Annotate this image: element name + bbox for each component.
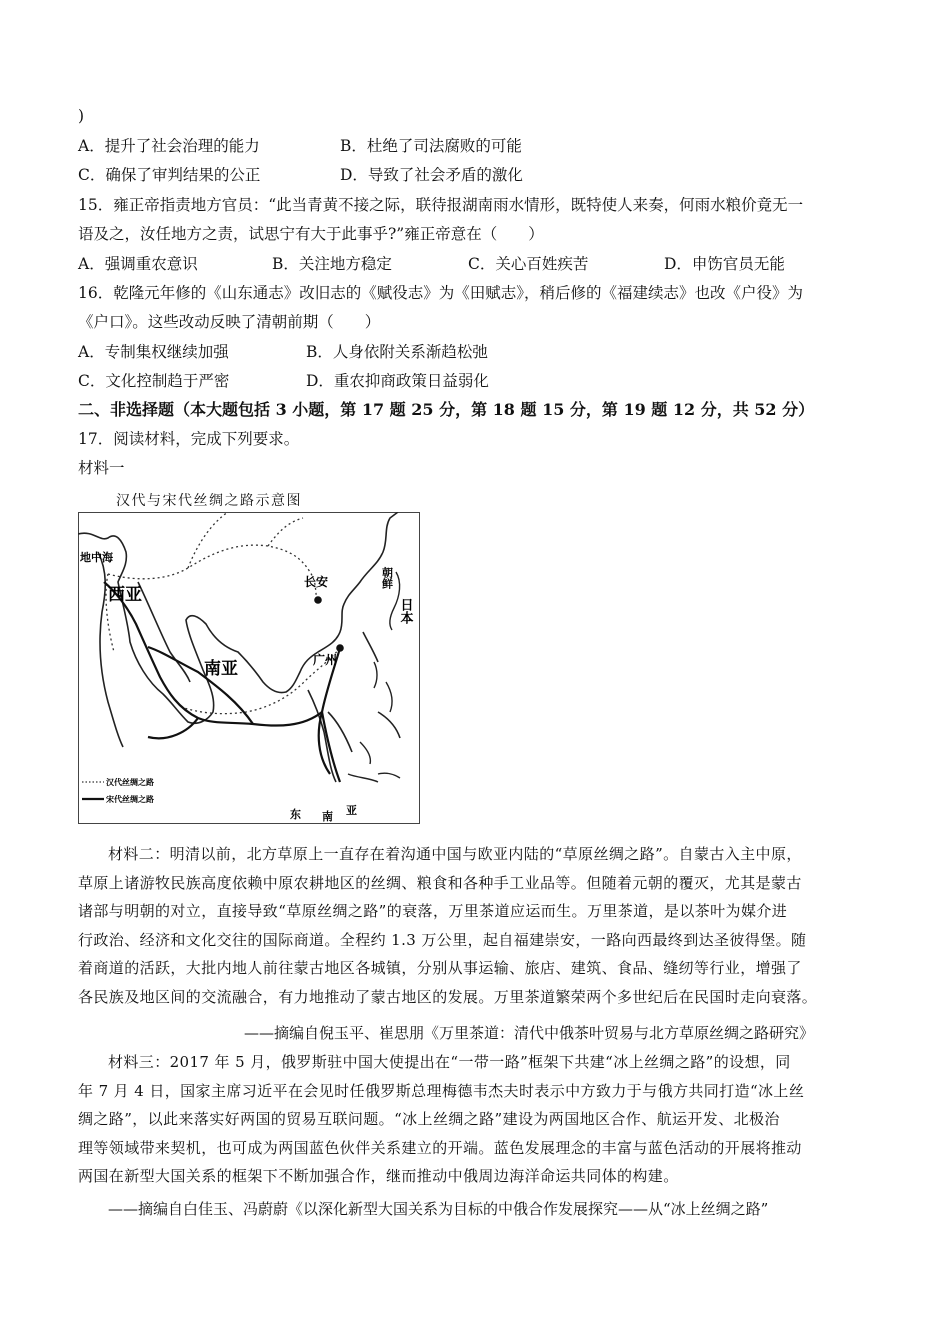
q15-option-a: A．强调重农意识 [78,255,198,273]
map-title: 汉代与宋代丝绸之路示意图 [116,493,302,509]
material2-paragraph [78,840,878,1011]
material2-line: 行政治、经济和文化交往的国际商道。全程约 1.3 万公里，起自福建崇安，一路向西最终到达圣彼得堡。随 [78,930,807,949]
label-guangzhou: 广州 [313,653,338,667]
q15-option-b: B．关注地方稳定 [272,255,392,273]
legend-song-label: 宋代丝绸之路 [106,795,154,804]
q15-option-d: D．申饬官员无能 [664,255,785,273]
guangzhou-dot [336,644,344,652]
label-nanya: 南亚 [204,659,238,679]
legend-han-label: 汉代丝绸之路 [106,778,154,787]
q14-option-d: D．导致了社会矛盾的激化 [340,166,523,184]
q16-stem-line1: 16．乾隆元年修的《山东通志》改旧志的《赋役志》为《田赋志》，稍后修的《福建续志》也改《户役》为 [78,284,803,302]
label-nan: 南 [322,810,333,823]
material3-line: 两国在新型大国关系的框架下不断加强合作，继而推动中俄周边海洋命运共同体的构建。 [78,1167,679,1185]
material3-line: 材料三：2017 年 5 月，俄罗斯驻中国大使提出在“一带一路”框架下共建“冰上丝绸之路”的设想，同 [108,1053,791,1071]
material2-line: 着商道的活跃，大批内地人前往蒙古地区各城镇，分别从事运输、旅店、建筑、食品、缝纫等行业，增强了 [78,959,802,977]
silk-road-map [78,512,420,824]
label-chaoxian: 朝鲜 [380,567,394,589]
material2-line: 草原上诸游牧民族高度依赖中原农耕地区的丝绸、粮食和各种手工业品等。但随着元朝的覆灭，尤其是蒙古 [78,873,802,892]
q14-option-a: A．提升了社会治理的能力 [78,137,260,155]
material3-paragraph [78,1048,878,1191]
label-dizhonghai: 地中海 [80,551,113,564]
material2-line: 各民族及地区间的交流融合，有力地推动了蒙古地区的发展。万里茶道繁荣两个多世纪后在民国时走向衰落。 [78,987,818,1006]
q14-option-b: B．杜绝了司法腐败的可能 [340,137,522,155]
q16-option-c: C．文化控制趋于严密 [78,372,230,390]
map-frame [79,513,420,824]
material3-source: ——摘编自白佳玉、冯蔚蔚《以深化新型大国关系为目标的中俄合作发展探究——从“冰上丝绸之路” [108,1200,769,1218]
q17-intro: 17．阅读材料，完成下列要求。 [78,430,300,448]
label-xiya: 西亚 [108,585,142,605]
q16-stem-line2: 《户口》。这些改动反映了清朝前期（ ） [78,313,381,331]
material2-line: 诸部与明朝的对立，直接导致“草原丝绸之路”的衰落，万里茶道应运而生。万里茶道，是以茶叶为媒介进 [78,902,788,920]
material3-line: 理等领域带来契机，也可成为两国蓝色伙伴关系建立的开端。蓝色发展理念的丰富与蓝色活动的开展将推动 [78,1138,802,1157]
q16-option-a: A．专制集权继续加强 [78,343,229,361]
material3-line: 绸之路”，以此来落实好两国的贸易互联问题。“冰上丝绸之路”建设为两国地区合作、航运开发、北极治 [78,1110,780,1128]
q16-option-b: B．人身依附关系渐趋松弛 [306,343,488,361]
label-ya: 亚 [346,804,357,817]
material2-source: ——摘编自倪玉平、崔思朋《万里茶道：清代中俄茶叶贸易与北方草原丝绸之路研究》 [244,1024,815,1042]
q16-option-d: D．重农抑商政策日益弱化 [306,372,489,390]
section-title: 二、非选择题（本大题包括 3 小题，第 17 题 25 分，第 18 题 15 分，第 19 题 12 分，共 52 分） [78,400,815,419]
changan-dot [314,596,322,604]
label-changan: 长安 [304,575,329,589]
q15-stem-line1: 15．雍正帝指责地方官员：“此当青黄不接之际，联待报湖南雨水情形，既特使人来奏，何雨水粮价竟无一 [78,196,804,214]
label-riben: 日本 [397,598,413,624]
q15-option-c: C．关心百姓疾苦 [468,255,589,273]
q14-option-c: C．确保了审判结果的公正 [78,166,261,184]
question-fragment: ) [78,107,85,125]
material1-label: 材料一 [78,459,125,477]
material3-line: 年 7 月 4 日，国家主席习近平在会见时任俄罗斯总理梅德韦杰夫时表示中方致力于与俄方共同打造“冰上丝 [78,1081,805,1100]
q15-stem-line2: 语及之，汝任地方之责，试思宁有大于此事乎?”雍正帝意在（ ） [78,225,544,243]
label-dong: 东 [290,808,301,821]
material2-line: 材料二：明清以前，北方草原上一直存在着沟通中国与欧亚内陆的“草原丝绸之路”。自蒙古入主中原， [108,845,802,863]
